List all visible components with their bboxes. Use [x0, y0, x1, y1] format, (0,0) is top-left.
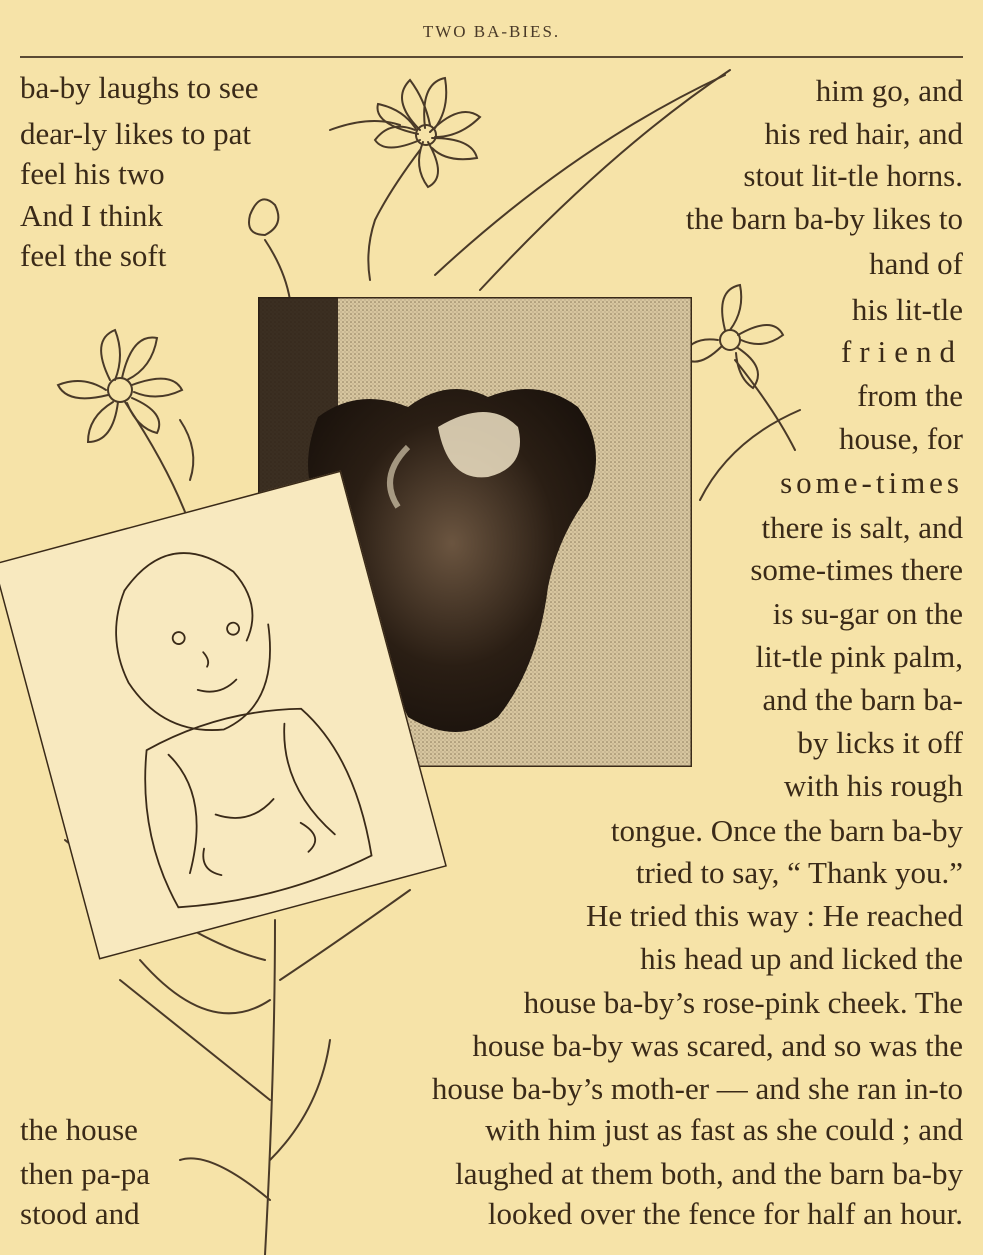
left-text-line: feel the soft — [20, 238, 167, 273]
paragraph-line: laughed at them both, and the barn ba-by — [455, 1156, 963, 1191]
paragraph-line: He tried this way : He reached — [585, 898, 963, 933]
paragraph-line: house ba-by’s moth-er — and she ran in-to — [431, 1071, 963, 1106]
right-text-line: is su-gar on the — [772, 596, 963, 631]
right-text-line: lit-tle pink palm, — [755, 639, 963, 674]
right-text-line: and the barn ba- — [762, 682, 963, 717]
paragraph-line: tried to say, “ Thank you.” — [635, 855, 963, 890]
right-text-line: him go, and — [815, 73, 963, 108]
right-text-line: from the — [857, 378, 963, 413]
right-text-line: friend — [840, 334, 963, 369]
header-rule — [20, 56, 963, 58]
right-text-line: some-times there — [750, 552, 963, 587]
right-text-line: his red hair, and — [764, 116, 963, 151]
right-text-line: there is salt, and — [761, 510, 963, 545]
left-text-line: feel his two — [20, 156, 165, 191]
left-text-line: the house — [20, 1112, 138, 1147]
paragraph-line: house ba-by was scared, and so was the — [472, 1028, 963, 1063]
daisy-left-icon — [58, 330, 193, 512]
left-text-line: ba-by laughs to see — [20, 70, 259, 105]
left-text-line: stood and — [20, 1196, 140, 1231]
left-text-line: then pa-pa — [20, 1156, 150, 1191]
paragraph-line: tongue. Once the barn ba-by — [610, 813, 963, 848]
paragraph-line: looked over the fence for half an hour. — [487, 1196, 963, 1231]
right-text-line: house, for — [839, 421, 963, 456]
right-text-line: some-times — [780, 465, 963, 500]
right-text-line: hand of — [869, 246, 963, 281]
paragraph-line: house ba-by’s rose-pink cheek. The — [523, 985, 963, 1020]
paragraph-line: his head up and licked the — [640, 941, 963, 976]
right-text-line: his lit-tle — [851, 292, 963, 327]
left-text-line: dear-ly likes to pat — [20, 116, 251, 151]
paragraph-line: with him just as fast as she could ; and — [485, 1112, 963, 1147]
right-text-line: stout lit-tle horns. — [743, 158, 963, 193]
right-text-line: the barn ba-by likes to — [685, 201, 963, 236]
running-head: TWO BA-BIES. — [422, 22, 561, 41]
left-text-line: And I think — [20, 198, 163, 233]
daisy-top-icon — [330, 78, 480, 280]
right-text-line: with his rough — [783, 768, 963, 803]
right-text-line: by licks it off — [797, 725, 963, 760]
